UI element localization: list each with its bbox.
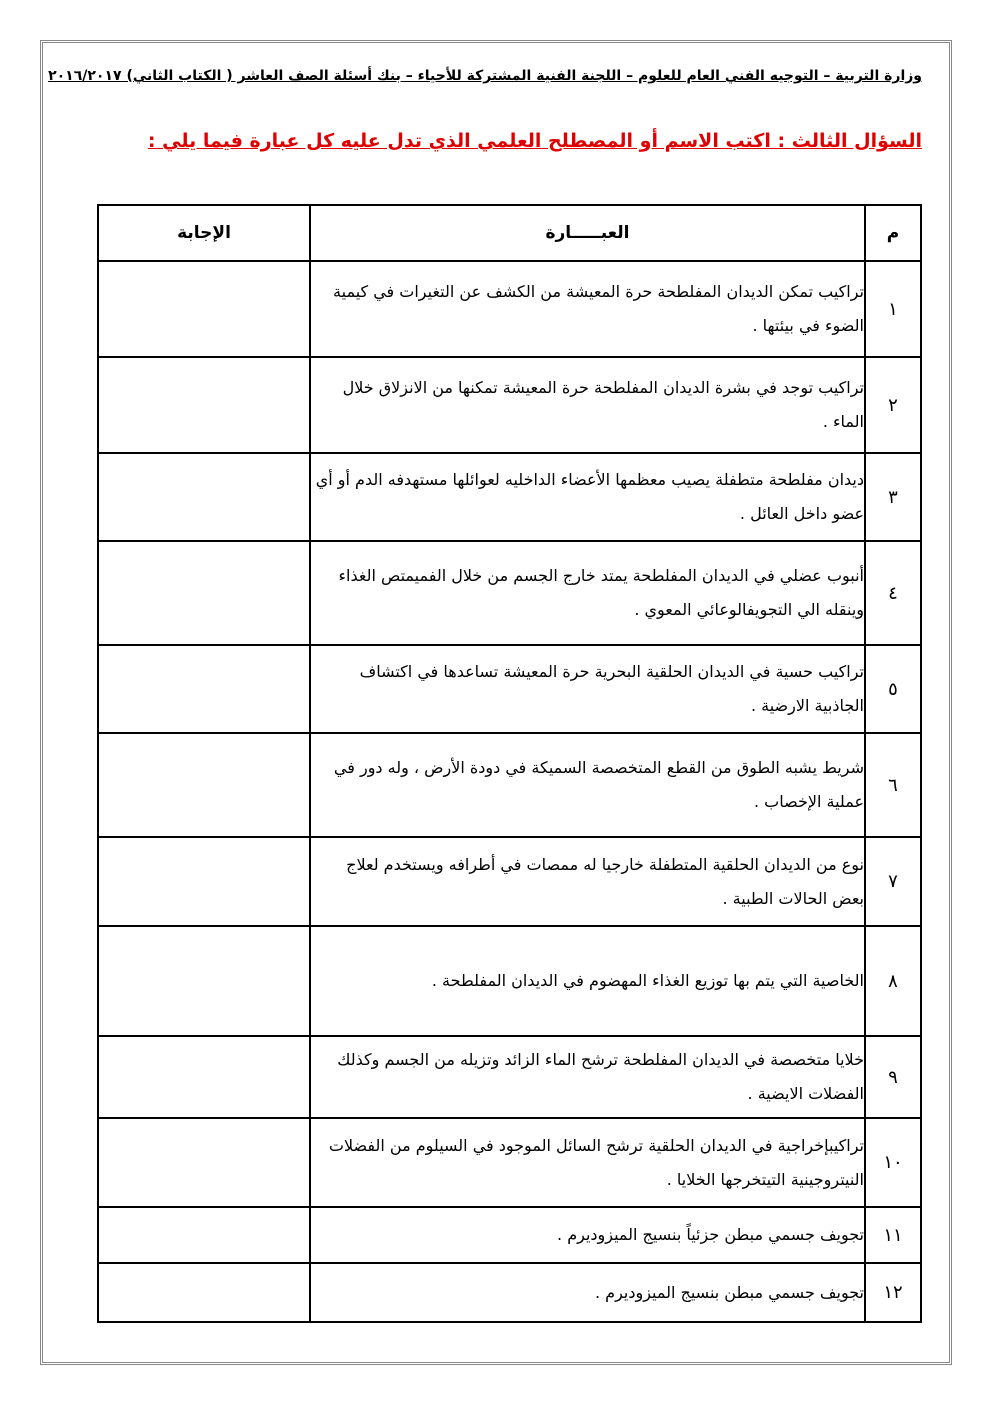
answer-cell[interactable] bbox=[98, 1118, 310, 1207]
question-title: السؤال الثالث : اكتب الاسم أو المصطلح العلمي الذي تدل عليه كل عبارة فيما يلي : bbox=[147, 130, 922, 152]
document-header: وزارة التربية – التوجيه الفني العام للعلوم – اللجنة الفنية المشتركة للأحياء – بنك أسئلة الصف العاشر ( الكتاب الثاني) ٢٠١٦/٢٠١٧ bbox=[48, 68, 922, 84]
row-statement: تجويف جسمي مبطن بنسيج الميزوديرم . bbox=[310, 1263, 865, 1322]
row-number: ٤ bbox=[865, 541, 921, 645]
table-row bbox=[98, 453, 921, 541]
row-number: ١٢ bbox=[865, 1263, 921, 1322]
row-statement: شريط يشبه الطوق من القطع المتخصصة السميكة في دودة الأرض ، وله دور في عملية الإخصاب . bbox=[310, 733, 865, 837]
row-statement: نوع من الديدان الحلقية المتطفلة خارجيا له ممصات في أطرافه ويستخدم لعلاج بعض الحالات الطبية . bbox=[310, 837, 865, 926]
header-statement: العبـــــارة bbox=[310, 205, 865, 261]
table-header-row bbox=[98, 205, 921, 261]
table-row bbox=[98, 1207, 921, 1263]
row-statement: تراكيب حسية في الديدان الحلقية البحرية حرة المعيشة تساعدها في اكتشاف الجاذبية الارضية . bbox=[310, 645, 865, 733]
row-number: ١٠ bbox=[865, 1118, 921, 1207]
table-row bbox=[98, 357, 921, 453]
answer-cell[interactable] bbox=[98, 357, 310, 453]
table-row bbox=[98, 837, 921, 926]
answer-cell[interactable] bbox=[98, 541, 310, 645]
answer-cell[interactable] bbox=[98, 837, 310, 926]
table-row bbox=[98, 645, 921, 733]
questions-table bbox=[97, 204, 922, 1323]
row-number: ٢ bbox=[865, 357, 921, 453]
row-number: ١ bbox=[865, 261, 921, 357]
table-row bbox=[98, 733, 921, 837]
table-row bbox=[98, 541, 921, 645]
row-number: ٩ bbox=[865, 1036, 921, 1118]
answer-cell[interactable] bbox=[98, 1036, 310, 1118]
row-statement: تراكيب تمكن الديدان المفلطحة حرة المعيشة من الكشف عن التغيرات في كيمية الضوء في بيئتها . bbox=[310, 261, 865, 357]
row-number: ٧ bbox=[865, 837, 921, 926]
table-row bbox=[98, 1036, 921, 1118]
answer-cell[interactable] bbox=[98, 453, 310, 541]
row-statement: الخاصية التي يتم بها توزيع الغذاء المهضوم في الديدان المفلطحة . bbox=[310, 926, 865, 1036]
header-number: م bbox=[865, 205, 921, 261]
header-answer: الإجابة bbox=[98, 205, 310, 261]
row-number: ٨ bbox=[865, 926, 921, 1036]
row-number: ١١ bbox=[865, 1207, 921, 1263]
row-statement: تجويف جسمي مبطن جزئياً بنسيج الميزوديرم . bbox=[310, 1207, 865, 1263]
table-row bbox=[98, 1263, 921, 1322]
answer-cell[interactable] bbox=[98, 645, 310, 733]
answer-cell[interactable] bbox=[98, 261, 310, 357]
table-row bbox=[98, 261, 921, 357]
row-number: ٣ bbox=[865, 453, 921, 541]
table-row bbox=[98, 926, 921, 1036]
row-statement: خلايا متخصصة في الديدان المفلطحة ترشح الماء الزائد وتزيله من الجسم وكذلك الفضلات الايضية . bbox=[310, 1036, 865, 1118]
answer-cell[interactable] bbox=[98, 926, 310, 1036]
row-statement: تراكيبإخراجية في الديدان الحلقية ترشح السائل الموجود في السيلوم من الفضلات النيتروجينية التيتخرجها الخلايا . bbox=[310, 1118, 865, 1207]
table-row bbox=[98, 1118, 921, 1207]
row-statement: تراكيب توجد في بشرة الديدان المفلطحة حرة المعيشة تمكنها من الانزلاق خلال الماء . bbox=[310, 357, 865, 453]
row-number: ٥ bbox=[865, 645, 921, 733]
answer-cell[interactable] bbox=[98, 1263, 310, 1322]
row-statement: ديدان مفلطحة متطفلة يصيب معظمها الأعضاء الداخليه لعوائلها مستهدفه الدم أو أي عضو داخل العائل . bbox=[310, 453, 865, 541]
row-number: ٦ bbox=[865, 733, 921, 837]
answer-cell[interactable] bbox=[98, 733, 310, 837]
row-statement: أنبوب عضلي في الديدان المفلطحة يمتد خارج الجسم من خلال الفميمتص الغذاء وينقله الي التجويفالوعائي المعوي . bbox=[310, 541, 865, 645]
answer-cell[interactable] bbox=[98, 1207, 310, 1263]
